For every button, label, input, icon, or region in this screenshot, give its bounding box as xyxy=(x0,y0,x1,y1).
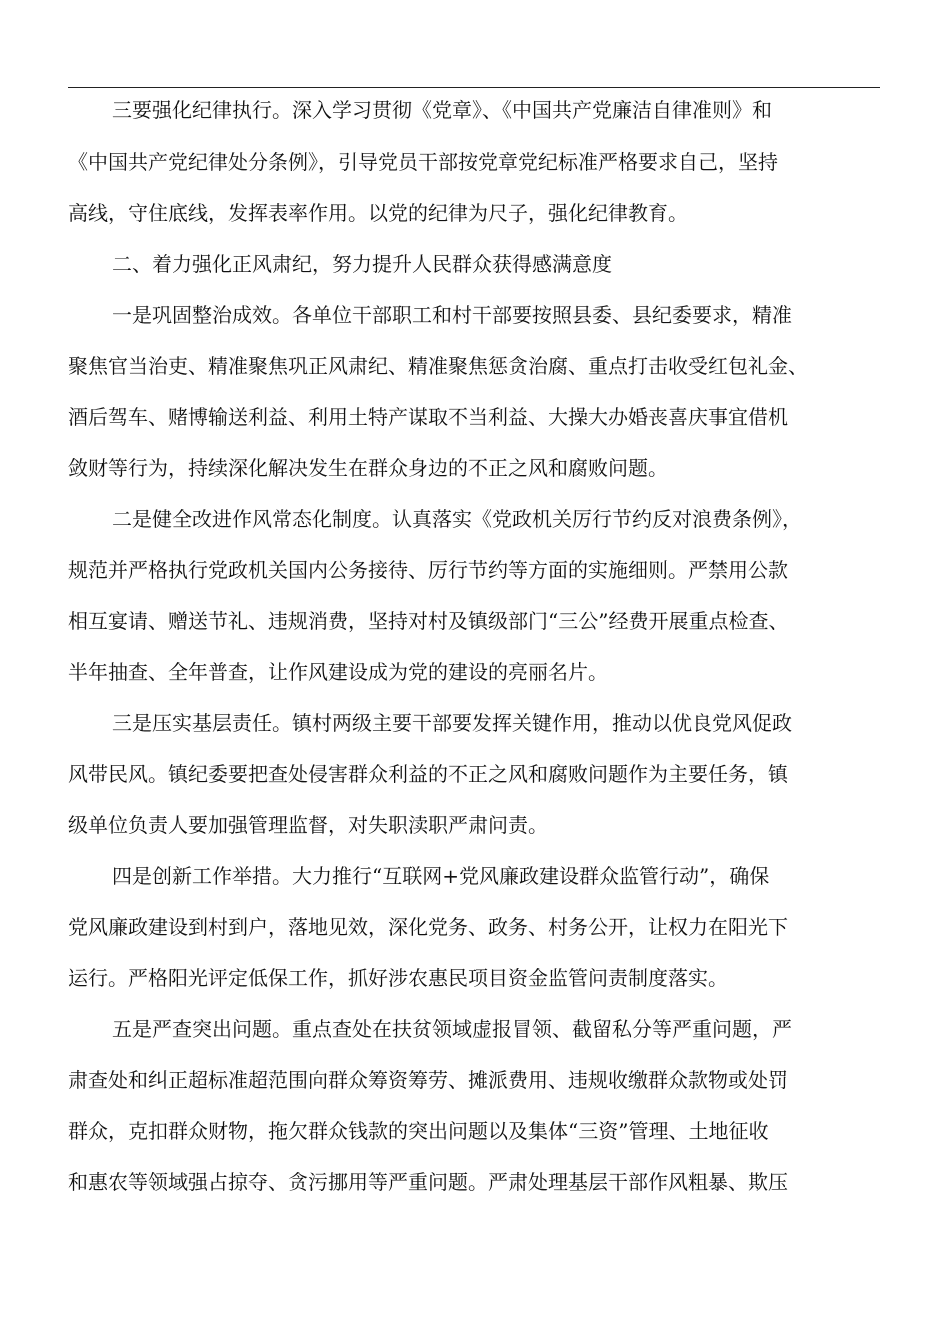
paragraph-line: 三要强化纪律执行。深入学习贯彻《党章》、《中国共产党廉洁自律准则》和 xyxy=(112,98,772,122)
paragraph-line: 运行。严格阳光评定低保工作，抓好涉农惠民项目资金监管问责制度落实。 xyxy=(68,966,728,990)
paragraph-line: 高线，守住底线，发挥表率作用。以党的纪律为尺子，强化纪律教育。 xyxy=(68,201,688,225)
paragraph-line: 二是健全改进作风常态化制度。认真落实《党政机关厉行节约反对浪费条例》， xyxy=(112,507,802,531)
paragraph-line: 群众，克扣群众财物，拖欠群众钱款的突出问题以及集体“三资”管理、土地征收 xyxy=(68,1119,769,1143)
paragraph-line: 聚焦官当治吏、精准聚焦巩正风肃纪、精准聚焦惩贪治腐、重点打击收受红包礼金、 xyxy=(68,354,808,378)
paragraph-line: 风带民风。镇纪委要把查处侵害群众利益的不正之风和腐败问题作为主要任务，镇 xyxy=(68,762,788,786)
paragraph-line: 一是巩固整治成效。各单位干部职工和村干部要按照县委、县纪委要求，精准 xyxy=(112,303,792,327)
paragraph-line: 规范并严格执行党政机关国内公务接待、厉行节约等方面的实施细则。严禁用公款 xyxy=(68,558,788,582)
paragraph-line: 四是创新工作举措。大力推行“互联网+党风廉政建设群众监管行动”，确保 xyxy=(112,864,770,888)
paragraph-line: 《中国共产党纪律处分条例》，引导党员干部按党章党纪标准严格要求自己，坚持 xyxy=(68,150,778,174)
paragraph-line: 酒后驾车、赌博输送利益、利用土特产谋取不当利益、大操大办婚丧喜庆事宜借机 xyxy=(68,405,788,429)
paragraph-line: 敛财等行为，持续深化解决发生在群众身边的不正之风和腐败问题。 xyxy=(68,456,668,480)
paragraph-line: 肃查处和纠正超标准超范围向群众筹资筹劳、摊派费用、违规收缴群众款物或处罚 xyxy=(68,1068,788,1092)
paragraph-line: 党风廉政建设到村到户，落地见效，深化党务、政务、村务公开，让权力在阳光下 xyxy=(68,915,788,939)
paragraph-line: 三是压实基层责任。镇村两级主要干部要发挥关键作用，推动以优良党风促政 xyxy=(112,711,792,735)
paragraph-line: 半年抽查、全年普查，让作风建设成为党的建设的亮丽名片。 xyxy=(68,660,608,684)
section-heading: 二、着力强化正风肃纪，努力提升人民群众获得感满意度 xyxy=(112,252,612,276)
paragraph-line: 级单位负责人要加强管理监督，对失职渎职严肃问责。 xyxy=(68,813,548,837)
paragraph-line: 五是严查突出问题。重点查处在扶贫领域虚报冒领、截留私分等严重问题，严 xyxy=(112,1017,792,1041)
header-rule xyxy=(68,87,880,88)
paragraph-line: 相互宴请、赠送节礼、违规消费，坚持对村及镇级部门“三公”经费开展重点检查、 xyxy=(68,609,789,633)
paragraph-line: 和惠农等领域强占掠夺、贪污挪用等严重问题。严肃处理基层干部作风粗暴、欺压 xyxy=(68,1170,788,1194)
